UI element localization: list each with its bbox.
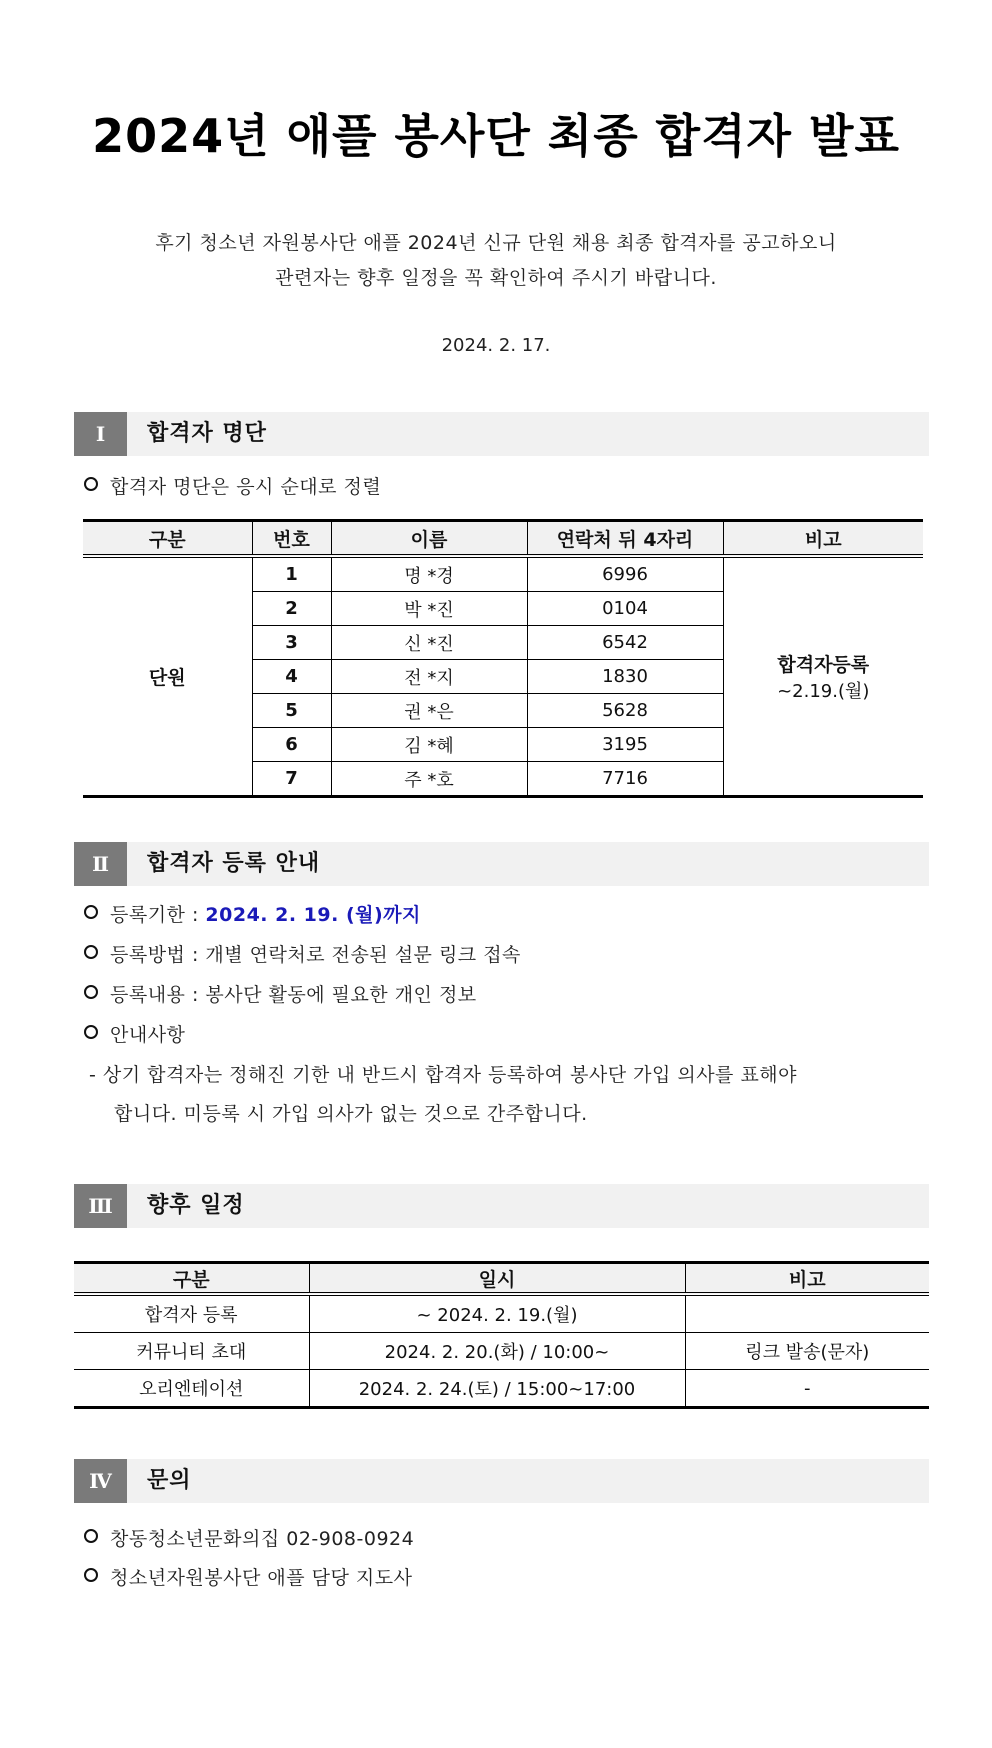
circle-bullet-icon (84, 905, 98, 919)
row-name: 전 *지 (331, 660, 527, 694)
header-note: 비고 (685, 1263, 929, 1295)
row-name: 주 *호 (331, 762, 527, 797)
row-number: 3 (252, 626, 331, 660)
note-line-1: 합격자등록 (777, 654, 870, 676)
bullet-contact-person (84, 1563, 412, 1590)
section-number: Ⅰ (74, 412, 127, 456)
row-number: 4 (252, 660, 331, 694)
row-name: 박 *진 (331, 592, 527, 626)
schedule-note: 링크 발송(문자) (685, 1333, 929, 1370)
schedule-datetime: ~ 2024. 2. 19.(월) (309, 1294, 685, 1333)
row-number: 7 (252, 762, 331, 797)
row-phone: 3195 (527, 728, 723, 762)
bullet-contact-phone (84, 1524, 414, 1551)
circle-bullet-icon (84, 985, 98, 999)
header-category: 구분 (83, 521, 252, 557)
section-header-4 (74, 1459, 929, 1503)
table-row (74, 1333, 929, 1370)
schedule-category: 커뮤니티 초대 (74, 1333, 309, 1370)
bullet-text: 창동청소년문화의집 02-908-0924 (110, 1528, 415, 1550)
header-phone: 연락처 뒤 4자리 (527, 521, 723, 557)
row-phone: 5628 (527, 694, 723, 728)
group-label: 단원 (83, 556, 252, 797)
circle-bullet-icon (84, 945, 98, 959)
intro-line-1: 후기 청소년 자원봉사단 애플 2024년 신규 단원 채용 최종 합격자를 공고하오니 (155, 232, 837, 254)
row-phone: 6996 (527, 556, 723, 592)
announcement-date: 2024. 2. 17. (441, 335, 551, 356)
deadline-value: 2024. 2. 19. (월)까지 (205, 904, 421, 926)
section-title: 합격자 등록 안내 (147, 851, 321, 876)
row-number: 2 (252, 592, 331, 626)
row-phone: 0104 (527, 592, 723, 626)
bullet-method (84, 940, 521, 967)
header-datetime: 일시 (309, 1263, 685, 1295)
row-phone: 1830 (527, 660, 723, 694)
section-header-1 (74, 412, 929, 456)
table-row (74, 1294, 929, 1333)
circle-bullet-icon (84, 477, 98, 491)
schedule-datetime: 2024. 2. 24.(토) / 15:00~17:00 (309, 1370, 685, 1408)
section-number: Ⅳ (74, 1459, 127, 1503)
row-name: 권 *은 (331, 694, 527, 728)
section-title: 합격자 명단 (147, 421, 267, 446)
schedule-note: - (685, 1370, 929, 1408)
row-phone: 6542 (527, 626, 723, 660)
circle-bullet-icon (84, 1025, 98, 1039)
bullet-text: 안내사항 (110, 1024, 186, 1046)
schedule-category: 오리엔테이션 (74, 1370, 309, 1408)
bullet-sort-note (84, 472, 381, 499)
table-header-row (74, 1263, 929, 1295)
schedule-table (74, 1261, 929, 1409)
section-number: Ⅲ (74, 1184, 127, 1228)
row-name: 신 *진 (331, 626, 527, 660)
bullet-deadline (84, 900, 421, 927)
section-number: Ⅱ (74, 842, 127, 886)
section-title: 향후 일정 (147, 1193, 245, 1218)
bullet-text: 등록내용 : 봉사단 활동에 필요한 개인 정보 (110, 984, 477, 1006)
schedule-note (685, 1294, 929, 1333)
row-name: 명 *경 (331, 556, 527, 592)
section-title: 문의 (147, 1468, 192, 1493)
table-row (83, 556, 923, 592)
bullet-content (84, 980, 477, 1007)
section-header-3 (74, 1184, 929, 1228)
schedule-category: 합격자 등록 (74, 1294, 309, 1333)
circle-bullet-icon (84, 1529, 98, 1543)
registration-note (723, 556, 923, 797)
table-row (74, 1370, 929, 1408)
note-line-2: ~2.19.(월) (777, 681, 870, 702)
deadline-label: 등록기한 : (110, 904, 206, 926)
header-note: 비고 (723, 521, 923, 557)
schedule-datetime: 2024. 2. 20.(화) / 10:00~ (309, 1333, 685, 1370)
header-number: 번호 (252, 521, 331, 557)
row-number: 1 (252, 556, 331, 592)
row-number: 6 (252, 728, 331, 762)
passers-table (83, 519, 923, 798)
bullet-text: 등록방법 : 개별 연락처로 전송된 설문 링크 접속 (110, 944, 521, 966)
header-name: 이름 (331, 521, 527, 557)
circle-bullet-icon (84, 1568, 98, 1582)
notice-line-1: - 상기 합격자는 정해진 기한 내 반드시 합격자 등록하여 봉사단 가입 의사를 표해야 (89, 1064, 798, 1086)
row-number: 5 (252, 694, 331, 728)
bullet-text: 합격자 명단은 응시 순대로 정렬 (110, 476, 382, 498)
header-category: 구분 (74, 1263, 309, 1295)
intro-line-2: 관련자는 향후 일정을 꼭 확인하여 주시기 바랍니다. (275, 267, 717, 289)
section-header-2 (74, 842, 929, 886)
row-phone: 7716 (527, 762, 723, 797)
bullet-notice (84, 1020, 185, 1047)
notice-line-2: 합니다. 미등록 시 가입 의사가 없는 것으로 간주합니다. (114, 1103, 588, 1125)
table-header-row (83, 521, 923, 557)
page-title: 2024년 애플 봉사단 최종 합격자 발표 (92, 109, 900, 163)
bullet-text: 청소년자원봉사단 애플 담당 지도사 (110, 1567, 413, 1589)
row-name: 김 *혜 (331, 728, 527, 762)
